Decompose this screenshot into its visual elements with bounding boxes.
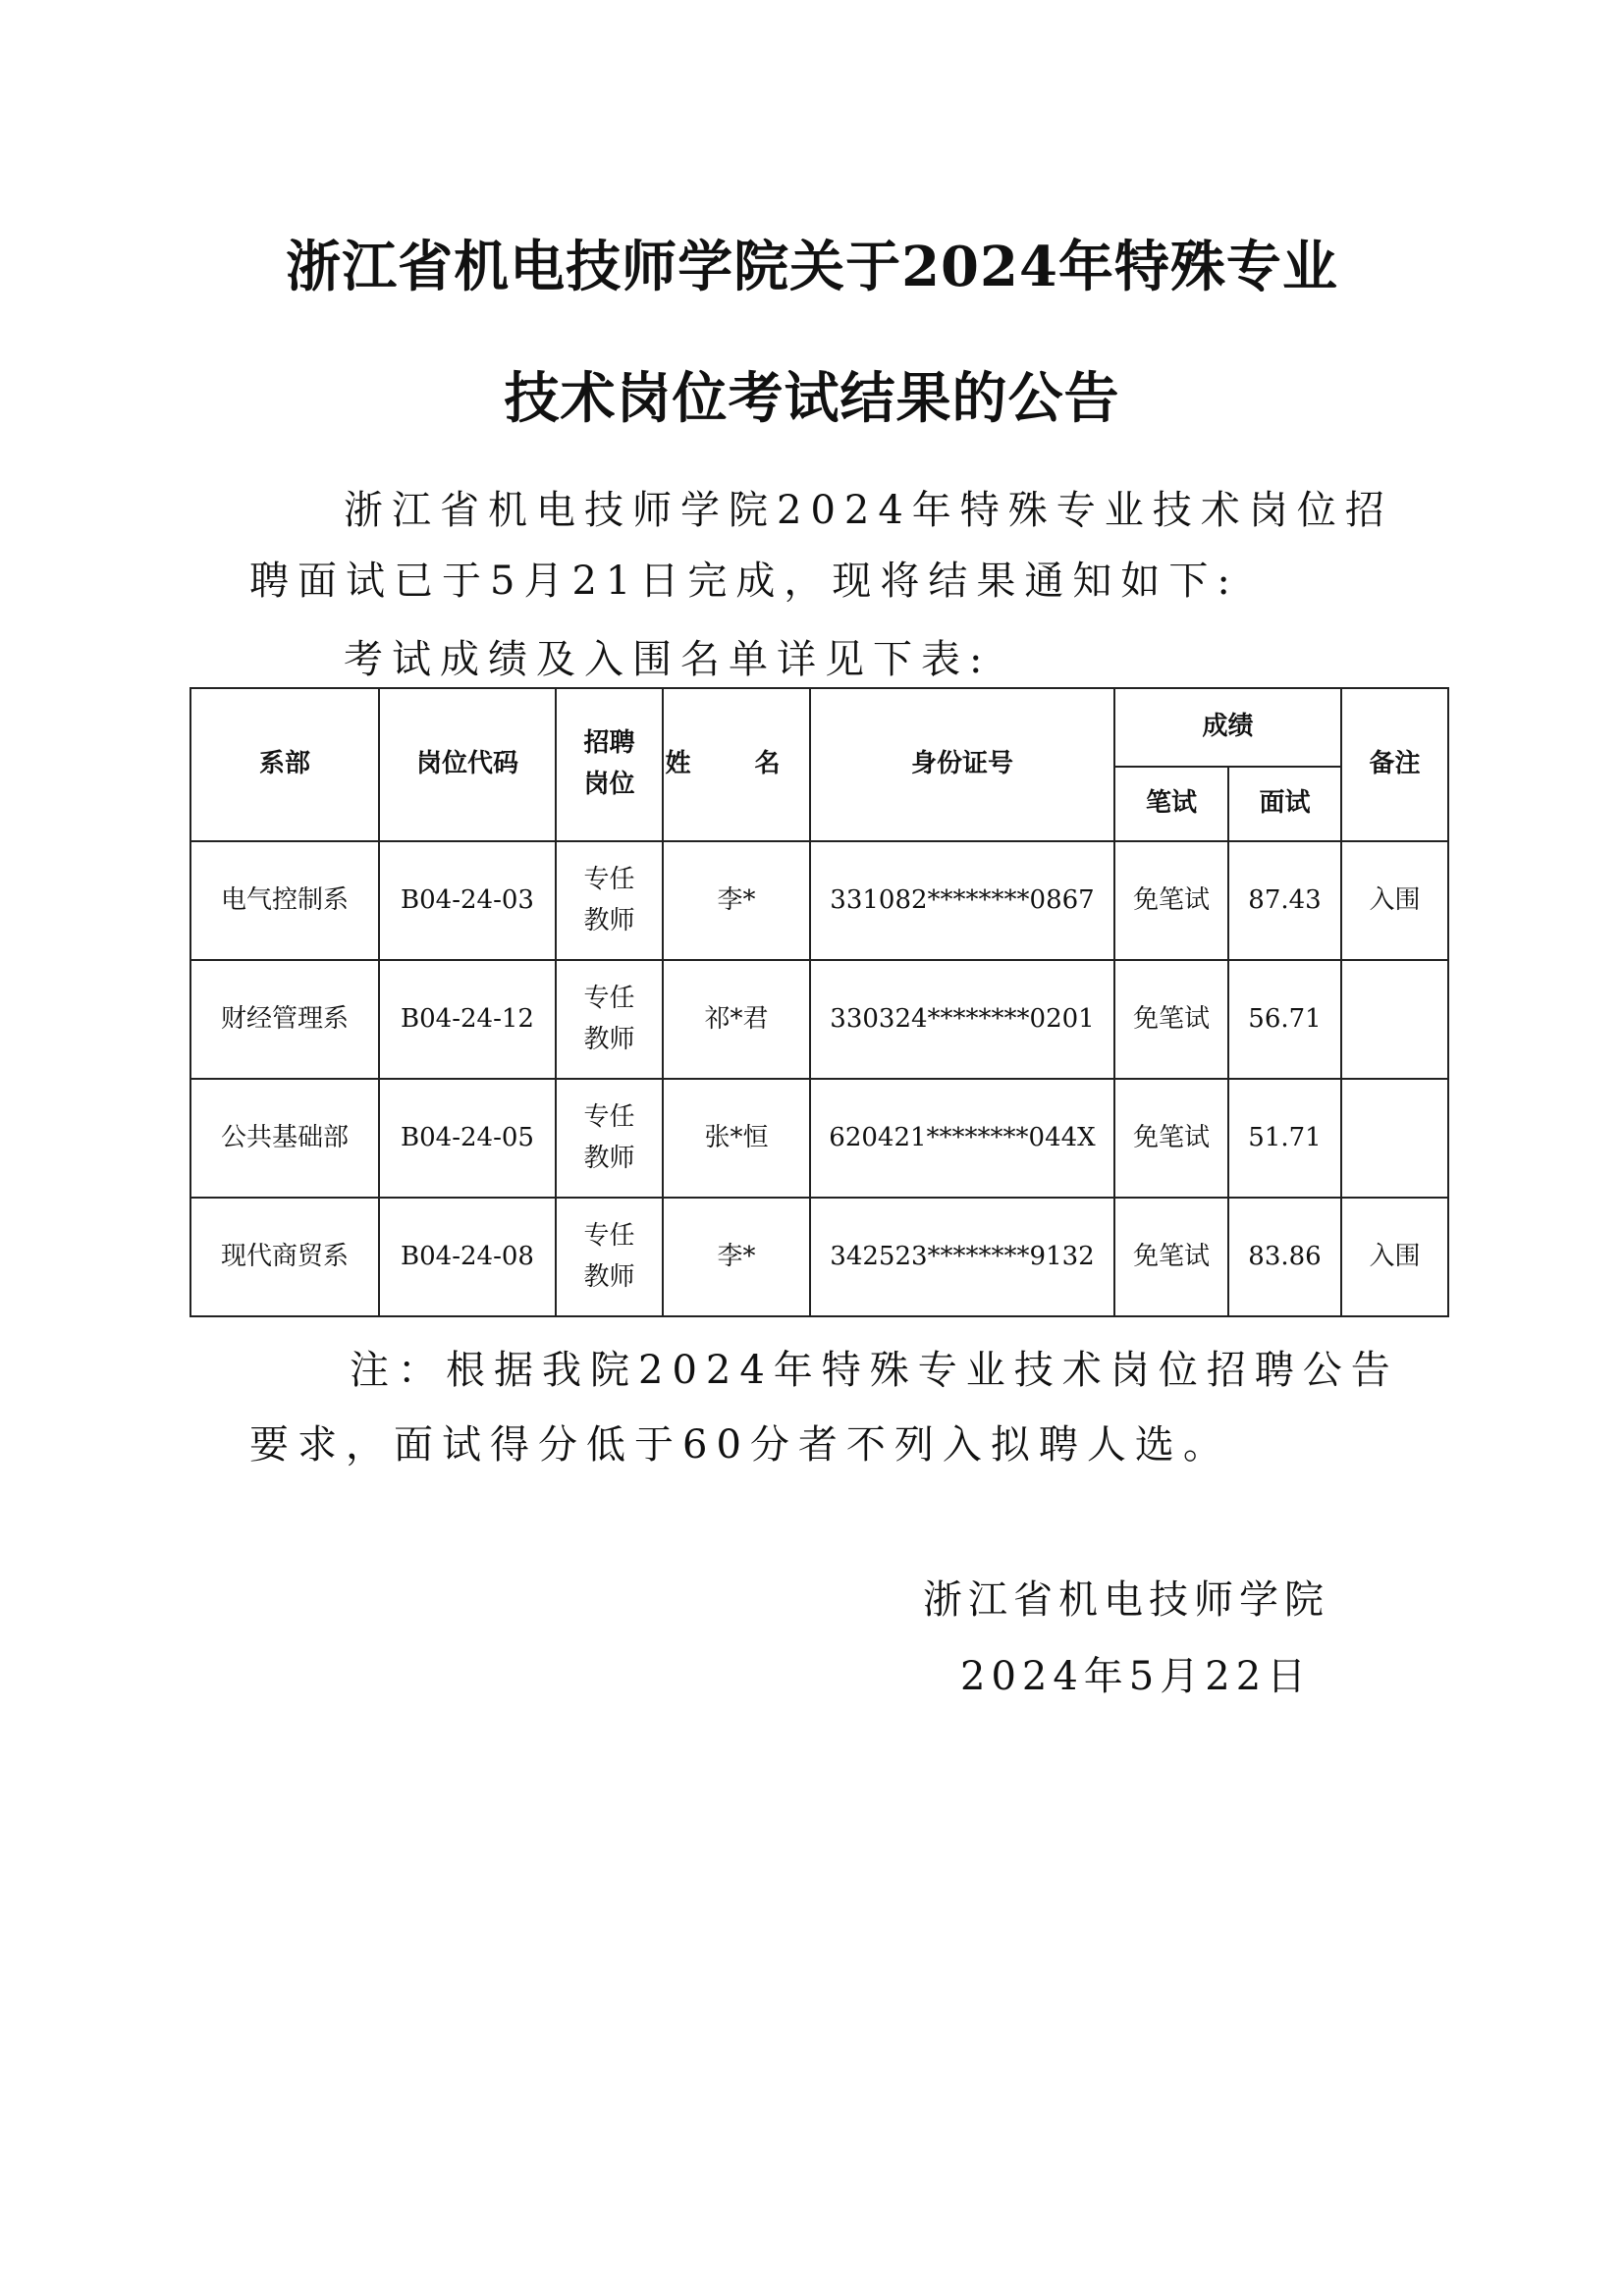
cell-post-line-2: 教师 <box>583 1024 635 1054</box>
cell-post-line-1: 专任 <box>583 983 635 1013</box>
cell-department: 公共基础部 <box>190 1079 379 1198</box>
cell-department: 现代商贸系 <box>190 1198 379 1316</box>
cell-post-line-1: 专任 <box>583 1220 635 1251</box>
cell-post <box>556 1198 663 1316</box>
cell-name: 祁*君 <box>663 960 810 1079</box>
cell-remark <box>1341 960 1448 1079</box>
cell-post-line-2: 教师 <box>583 905 635 935</box>
table-row <box>190 1079 1448 1198</box>
cell-id-number: 331082********0867 <box>810 841 1114 960</box>
cell-remark: 入围 <box>1341 1198 1448 1316</box>
cell-id-number: 342523********9132 <box>810 1198 1114 1316</box>
cell-department: 财经管理系 <box>190 960 379 1079</box>
cell-remark <box>1341 1079 1448 1198</box>
cell-written: 免笔试 <box>1114 960 1228 1079</box>
cell-position-code: B04-24-08 <box>379 1198 556 1316</box>
cell-post-line-1: 专任 <box>583 864 635 894</box>
header-score: 成绩 <box>1114 688 1341 767</box>
cell-written: 免笔试 <box>1114 1079 1228 1198</box>
note-line-2: 要求，面试得分低于60分者不列入拟聘人选。 <box>249 1422 1231 1468</box>
cell-department: 电气控制系 <box>190 841 379 960</box>
table-row <box>190 960 1448 1079</box>
signature-date: 2024年5月22日 <box>960 1654 1313 1699</box>
cell-post <box>556 960 663 1079</box>
cell-position-code: B04-24-03 <box>379 841 556 960</box>
table-header-row <box>190 688 1448 767</box>
cell-interview: 87.43 <box>1228 841 1341 960</box>
intro-paragraph-line-3: 考试成绩及入围名单详见下表: <box>344 637 992 682</box>
cell-name: 李* <box>663 1198 810 1316</box>
header-remarks: 备注 <box>1341 688 1448 841</box>
cell-name: 李* <box>663 841 810 960</box>
cell-remark: 入围 <box>1341 841 1448 960</box>
signature-organization: 浙江省机电技师学院 <box>923 1577 1329 1623</box>
header-department: 系部 <box>190 688 379 841</box>
cell-name: 张*恒 <box>663 1079 810 1198</box>
cell-post <box>556 841 663 960</box>
cell-written: 免笔试 <box>1114 1198 1228 1316</box>
header-recruit-post-line-2: 岗位 <box>583 770 635 799</box>
header-name: 姓 名 <box>663 688 810 841</box>
cell-interview: 83.86 <box>1228 1198 1341 1316</box>
cell-position-code: B04-24-12 <box>379 960 556 1079</box>
cell-written: 免笔试 <box>1114 841 1228 960</box>
intro-paragraph-line-1: 浙江省机电技师学院2024年特殊专业技术岗位招 <box>344 488 1393 533</box>
cell-post <box>556 1079 663 1198</box>
header-interview: 面试 <box>1228 767 1341 841</box>
header-recruit-post <box>556 688 663 841</box>
cell-position-code: B04-24-05 <box>379 1079 556 1198</box>
header-id-number: 身份证号 <box>810 688 1114 841</box>
header-recruit-post-line-1: 招聘 <box>583 728 635 759</box>
cell-id-number: 620421********044X <box>810 1079 1114 1198</box>
cell-post-line-2: 教师 <box>583 1143 635 1173</box>
document-title-line-1: 浙江省机电技师学院关于2024年特殊专业 <box>286 235 1338 299</box>
note-line-1: 注：根据我院2024年特殊专业技术岗位招聘公告 <box>350 1348 1399 1393</box>
cell-interview: 51.71 <box>1228 1079 1341 1198</box>
cell-interview: 56.71 <box>1228 960 1341 1079</box>
cell-post-line-1: 专任 <box>583 1101 635 1132</box>
results-table <box>189 687 1449 1317</box>
table-row <box>190 1198 1448 1316</box>
intro-paragraph-line-2: 聘面试已于5月21日完成，现将结果通知如下: <box>249 559 1239 604</box>
cell-id-number: 330324********0201 <box>810 960 1114 1079</box>
document-title-line-2: 技术岗位考试结果的公告 <box>504 366 1120 431</box>
header-written: 笔试 <box>1114 767 1228 841</box>
header-position-code: 岗位代码 <box>379 688 556 841</box>
table-row <box>190 841 1448 960</box>
cell-post-line-2: 教师 <box>583 1261 635 1292</box>
